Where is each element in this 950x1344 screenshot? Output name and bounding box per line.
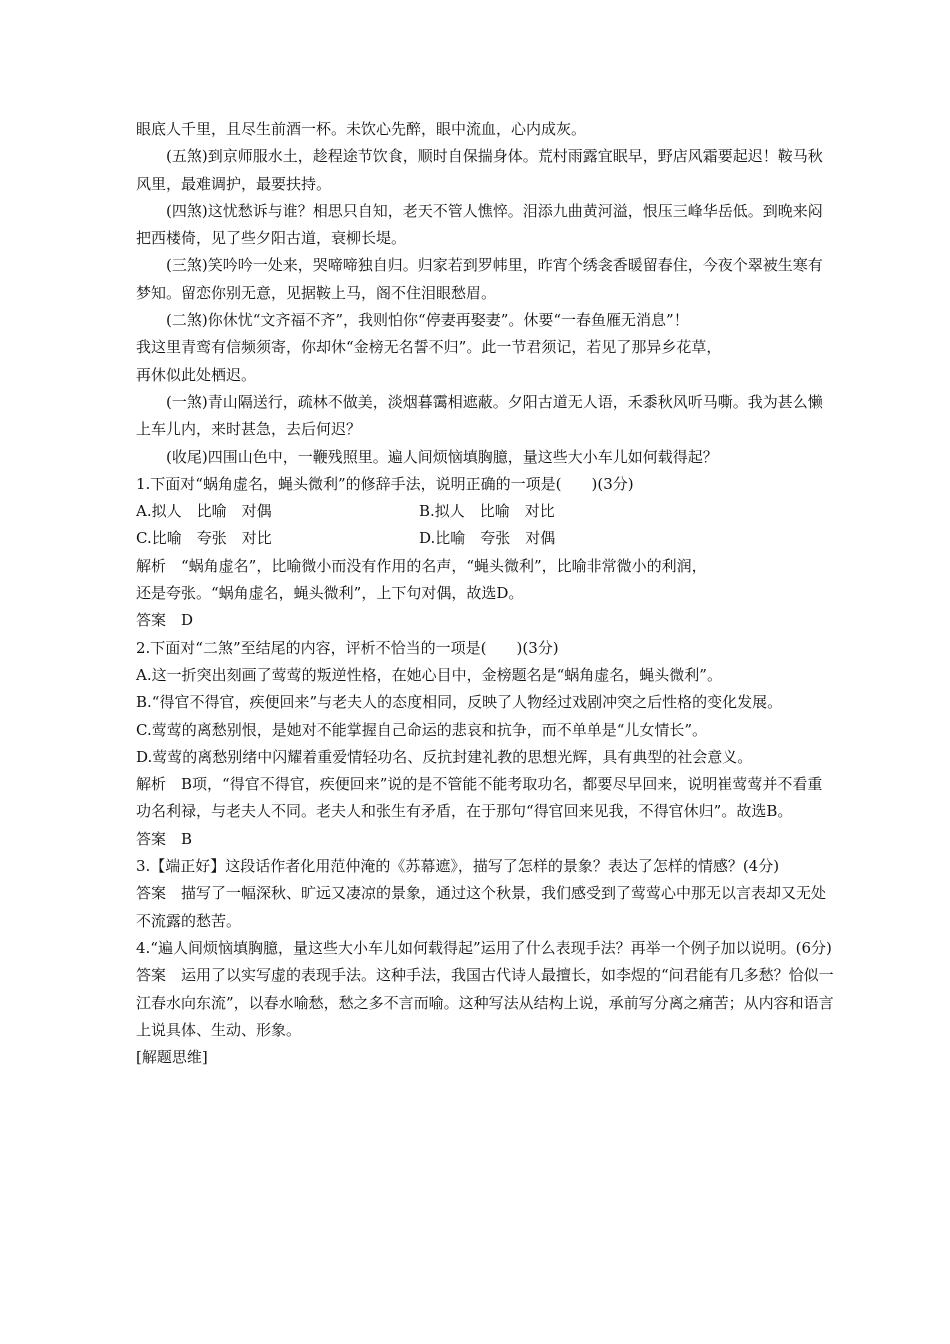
poem-wusha: (五煞)到京师服水土，趁程途节饮食，顺时自保揣身体。荒村雨露宜眠早，野店风霜要起迟！鞍马秋风里，最难调护，最要扶持。 [136, 147, 823, 193]
poem-yisha: (一煞)青山隔送行，疏林不做美，淡烟暮霭相遮蔽。夕阳古道无人语，禾黍秋风听马嘶。我为甚么懒上车儿内，来时甚急，去后何迟？ [136, 392, 823, 439]
solving-thinking-heading: [解题思维] [136, 1048, 208, 1067]
poem-ersha-line1: (二煞)你休忧“文齐福不齐”，我则怕你“停妻再娶妻”。休要“一春鱼雁无消息”！ [166, 311, 689, 330]
question-1-option-d: D.比喻 夸张 对偶 [419, 529, 556, 548]
poem-sisha: (四煞)这忧愁诉与谁？相思只自知，老天不管人憔悴。泪添九曲黄河溢，恨压三峰华岳低。到晚来闷把西楼倚，见了些夕阳古道，衰柳长堤。 [136, 201, 823, 248]
question-2-stem: 2.下面对“二煞”至结尾的内容，评析不恰当的一项是( )(3分) [136, 638, 559, 657]
question-1-analysis-line1: 解析 “蜗角虚名”，比喻微小而没有作用的名声，“蝇头微利”，比喻非常微小的利润， [136, 556, 707, 575]
question-4-answer: 答案 运用了以实写虚的表现手法。这种手法，我国古代诗人最擅长，如李煜的“问君能有几多愁？恰似一江春水向东流”，以春水喻愁，愁之多不言而喻。这种写法从结构上说，承前写分离之痛苦；从内容和语言上说具体、生动、形象。 [136, 966, 834, 1039]
document-page [136, 116, 836, 1071]
question-2-answer: 答案 B [136, 829, 193, 848]
question-1-option-a: A.拟人 比喻 对偶 [136, 502, 272, 521]
question-2-option-c: C.莺莺的离愁别恨，是她对不能掌握自己命运的悲哀和抗争，而不单单是“儿女情长”。 [136, 720, 708, 739]
poem-ersha-line2: 我这里青鸾有信频须寄，你却休“金榜无名誓不归”。此一节君须记，若见了那异乡花草， [136, 338, 722, 357]
question-1-option-c: C.比喻 夸张 对比 [136, 529, 272, 548]
poem-line-intro: 眼底人千里，且尽生前酒一杯。未饮心先醉，眼中流血，心内成灰。 [136, 120, 587, 138]
question-3-answer: 答案 描写了一幅深秋、旷远又凄凉的景象，通过这个秋景，我们感受到了莺莺心中那无以言表却又无处不流露的愁苦。 [136, 884, 827, 930]
question-1-option-b: B.拟人 比喻 对比 [419, 502, 555, 521]
question-4-stem: 4.“遍人间烦恼填胸臆，量这些大小车儿如何载得起”运用了什么表现手法？再举一个例子加以说明。(6分) [136, 938, 832, 957]
question-2-analysis: 解析 B项，“得官不得官，疾便回来”说的是不管能不能考取功名，都要尽早回来，说明崔莺莺并不看重功名利禄，与老夫人不同。老夫人和张生有矛盾，在于那句“得官回来见我，不得官休归”。故选B。 [136, 775, 823, 821]
poem-ersha-line3: 再休似此处栖迟。 [136, 365, 257, 384]
question-1-analysis-line2: 还是夸张。“蜗角虚名，蝇头微利”，上下句对偶，故选D。 [136, 584, 524, 603]
question-1-stem: 1.下面对“蜗角虚名，蝇头微利”的修辞手法，说明正确的一项是( )(3分) [136, 474, 634, 493]
question-1-answer: 答案 D [136, 611, 194, 630]
poem-sansha: (三煞)笑吟吟一处来，哭啼啼独自归。归家若到罗帏里，昨宵个绣衾香暖留春住，今夜个翠被生寒有梦知。留恋你别无意，见据鞍上马，阁不住泪眼愁眉。 [136, 256, 823, 302]
question-1-options-row-2 [136, 525, 836, 552]
question-2-option-b: B.“得官不得官，疾便回来”与老夫人的态度相同，反映了人物经过戏剧冲突之后性格的变化发展。 [136, 693, 783, 712]
question-1-options-row-1 [136, 498, 836, 525]
poem-shouwei: (收尾)四围山色中，一鞭残照里。遍人间烦恼填胸臆，量这些大小车儿如何载得起？ [166, 447, 718, 466]
question-3-stem: 3.【端正好】这段话作者化用范仲淹的《苏幕遮》，描写了怎样的景象？表达了怎样的情感？(4分) [136, 857, 780, 876]
question-2-option-a: A.这一折突出刻画了莺莺的叛逆性格，在她心目中，金榜题名是“蜗角虚名，蝇头微利”。 [136, 665, 722, 684]
question-2-option-d: D.莺莺的离愁别绪中闪耀着重爱情轻功名、反抗封建礼教的思想光辉，具有典型的社会意义。 [136, 747, 753, 766]
